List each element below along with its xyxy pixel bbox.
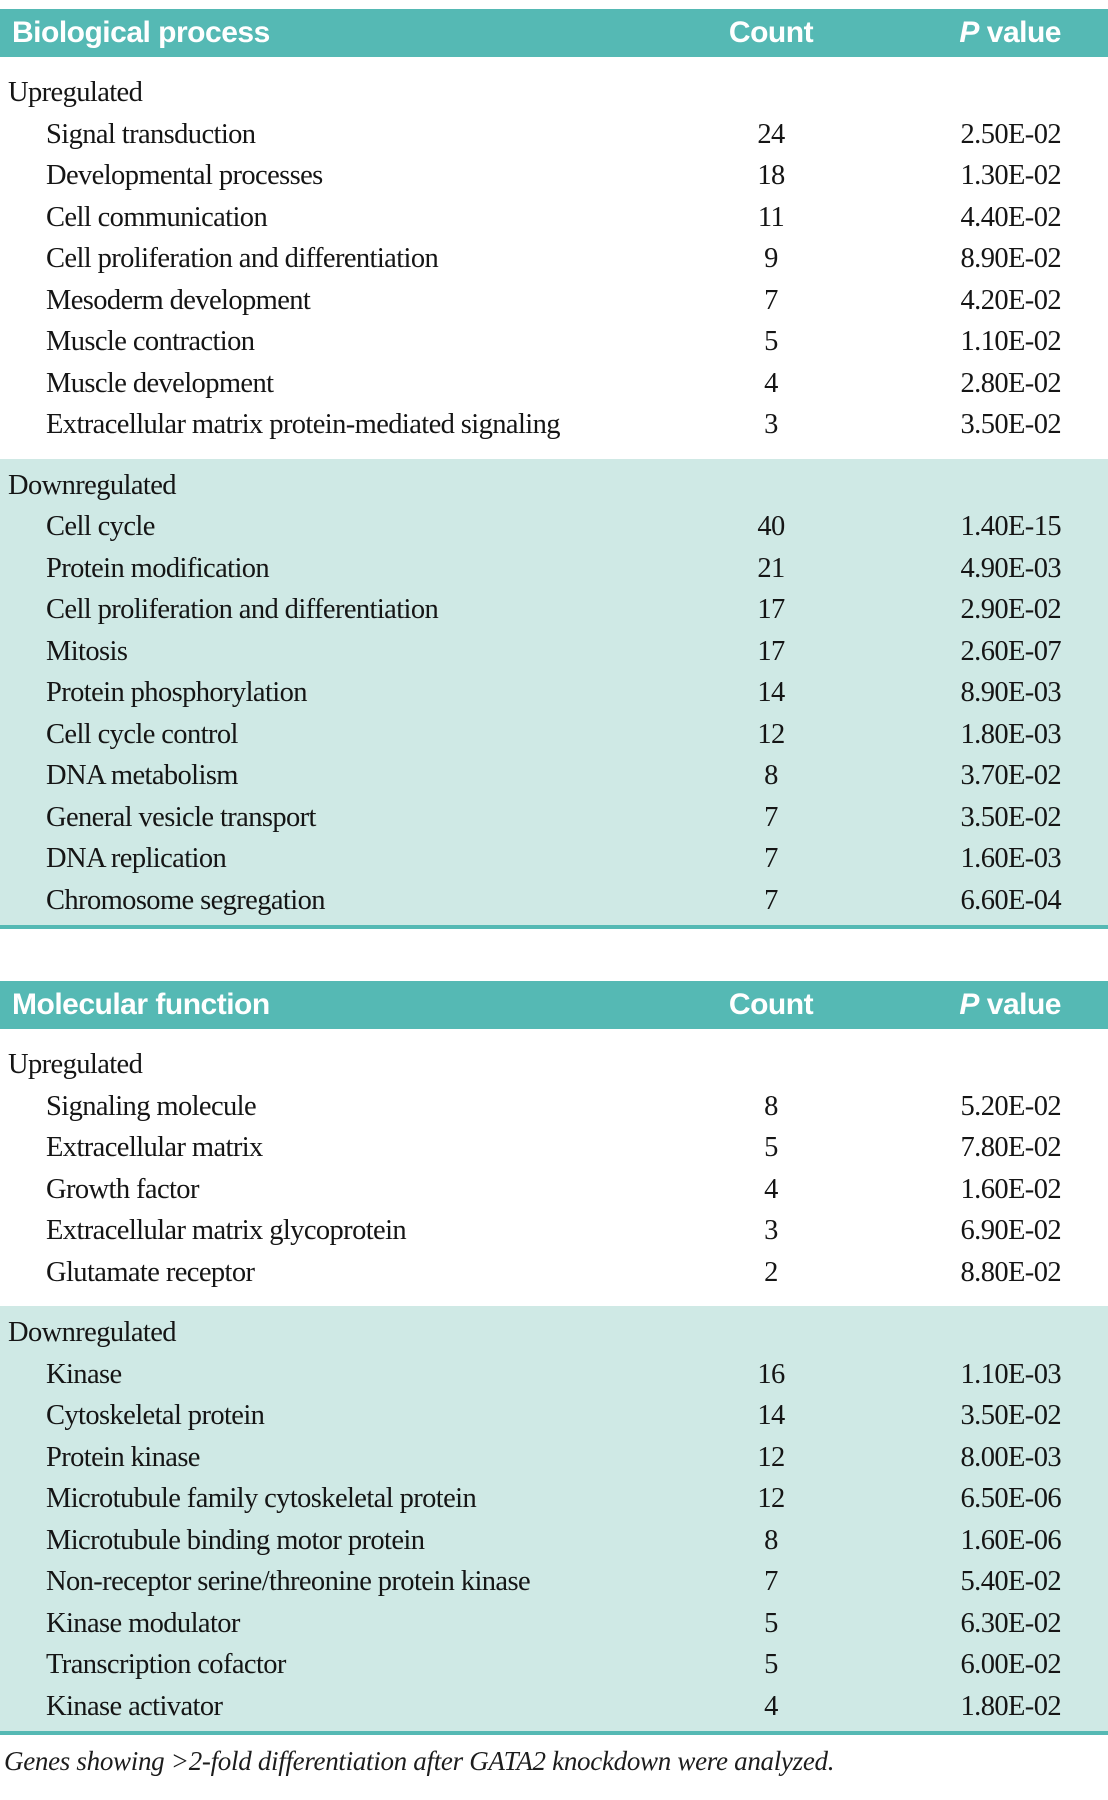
row-count: 14 <box>757 1400 785 1431</box>
row-pvalue <box>846 1044 1108 1086</box>
row-count: 7 <box>764 284 778 316</box>
row-count: 2 <box>764 1256 778 1288</box>
row-count: 7 <box>764 801 778 833</box>
row-count: 40 <box>757 511 785 542</box>
table-row <box>0 672 1108 714</box>
table-row <box>0 1603 1108 1645</box>
table-row <box>0 714 1108 756</box>
row-pvalue: 2.60E-07 <box>960 635 1061 667</box>
table-row <box>0 880 1108 922</box>
pvalue-p-italic: P <box>959 988 979 1021</box>
table-row <box>0 755 1108 797</box>
row-name: Microtubule binding motor protein <box>46 1524 425 1556</box>
column-header-pvalue <box>846 988 1108 1022</box>
table-row <box>0 797 1108 839</box>
column-header-pvalue <box>846 16 1108 50</box>
row-count: 7 <box>764 1566 778 1597</box>
row-name: DNA replication <box>46 843 227 874</box>
table-row <box>0 1169 1108 1211</box>
row-name: Cell cycle <box>46 511 155 542</box>
row-pvalue: 1.10E-02 <box>960 326 1061 357</box>
column-header-molecular-function: Molecular function <box>12 988 270 1021</box>
row-count: 16 <box>757 1358 785 1390</box>
table-row <box>0 1127 1108 1169</box>
table-row <box>0 1520 1108 1562</box>
row-pvalue: 1.10E-03 <box>960 1358 1061 1390</box>
row-count: 5 <box>764 1132 778 1163</box>
row-name: Upregulated <box>8 77 143 108</box>
row-count: 17 <box>757 635 785 667</box>
row-name: Kinase <box>46 1358 122 1390</box>
table-row <box>0 506 1108 548</box>
biological-process-table-header <box>0 9 1108 57</box>
table-row <box>0 404 1108 446</box>
section-label-row <box>0 1044 1108 1086</box>
row-pvalue: 3.50E-02 <box>960 409 1061 440</box>
table-row <box>0 548 1108 590</box>
table-row <box>0 321 1108 363</box>
row-name: Chromosome segregation <box>46 884 325 916</box>
row-pvalue: 7.80E-02 <box>960 1132 1061 1163</box>
row-name: Muscle development <box>46 367 274 399</box>
column-header-biological-process: Biological process <box>12 16 270 49</box>
row-name: Extracellular matrix <box>46 1132 263 1163</box>
molecular-function-table <box>0 981 1108 1735</box>
row-pvalue: 1.80E-02 <box>960 1690 1061 1722</box>
row-name: Transcription cofactor <box>46 1649 286 1680</box>
table-row <box>0 1644 1108 1686</box>
row-name: Protein phosphorylation <box>46 677 307 708</box>
row-count: 11 <box>757 201 785 233</box>
biological-process-sections <box>0 57 1108 925</box>
row-pvalue: 1.60E-02 <box>960 1173 1061 1205</box>
row-count: 12 <box>757 718 785 750</box>
row-pvalue <box>846 72 1108 114</box>
row-count: 17 <box>757 594 785 625</box>
row-pvalue: 4.40E-02 <box>960 201 1061 233</box>
row-pvalue <box>846 1312 1108 1354</box>
row-pvalue: 4.90E-03 <box>960 552 1061 584</box>
section-downregulated <box>0 459 1108 926</box>
row-name: Downregulated <box>8 1317 176 1348</box>
row-count: 8 <box>764 1090 778 1122</box>
row-pvalue: 2.80E-02 <box>960 367 1061 399</box>
table-row <box>0 1437 1108 1479</box>
section-label-row <box>0 465 1108 507</box>
row-pvalue: 1.80E-03 <box>960 718 1061 750</box>
row-name: Signal transduction <box>46 118 256 150</box>
row-count <box>696 1044 846 1086</box>
row-name: Cell proliferation and differentiation <box>46 243 439 274</box>
row-pvalue: 4.20E-02 <box>960 284 1061 316</box>
row-count: 5 <box>764 326 778 357</box>
row-count: 9 <box>764 243 778 274</box>
table-row <box>0 1561 1108 1603</box>
row-count <box>696 1312 846 1354</box>
row-count: 12 <box>757 1441 785 1473</box>
row-count: 4 <box>764 1690 778 1722</box>
row-count: 18 <box>757 160 785 191</box>
row-count: 4 <box>764 367 778 399</box>
table-row <box>0 1086 1108 1128</box>
row-pvalue: 3.50E-02 <box>960 1400 1061 1431</box>
table-row <box>0 1478 1108 1520</box>
row-pvalue: 5.20E-02 <box>960 1090 1061 1122</box>
row-name: Extracellular matrix protein-mediated signaling <box>46 409 560 440</box>
pvalue-rest: value <box>986 16 1061 49</box>
row-name: Kinase activator <box>46 1690 223 1722</box>
section-upregulated <box>0 1029 1108 1306</box>
row-pvalue: 8.80E-02 <box>960 1256 1061 1288</box>
row-name: DNA metabolism <box>46 760 238 791</box>
table-row <box>0 838 1108 880</box>
row-pvalue: 6.90E-02 <box>960 1215 1061 1246</box>
section-label-row <box>0 1312 1108 1354</box>
row-name: Protein kinase <box>46 1441 200 1473</box>
biological-process-table <box>0 9 1108 929</box>
column-header-count: Count <box>728 988 814 1021</box>
row-name: Mitosis <box>46 635 128 667</box>
row-count: 12 <box>757 1483 785 1514</box>
row-count: 5 <box>764 1607 778 1639</box>
row-count <box>696 465 846 507</box>
pvalue-p-italic: P <box>959 16 979 49</box>
column-header-count: Count <box>728 16 814 49</box>
row-count: 14 <box>757 677 785 708</box>
row-pvalue: 1.60E-03 <box>960 843 1061 874</box>
row-pvalue: 2.90E-02 <box>960 594 1061 625</box>
row-count: 7 <box>764 884 778 916</box>
row-name: Cell proliferation and differentiation <box>46 594 439 625</box>
row-pvalue: 6.50E-06 <box>960 1483 1061 1514</box>
row-name: Microtubule family cytoskeletal protein <box>46 1483 477 1514</box>
row-name: General vesicle transport <box>46 801 316 833</box>
pvalue-rest: value <box>986 988 1061 1021</box>
table-row <box>0 1395 1108 1437</box>
row-count <box>696 72 846 114</box>
molecular-function-sections <box>0 1029 1108 1731</box>
table-row <box>0 1210 1108 1252</box>
table-row <box>0 1252 1108 1294</box>
row-name: Muscle contraction <box>46 326 255 357</box>
row-name: Mesoderm development <box>46 284 311 316</box>
section-downregulated <box>0 1306 1108 1731</box>
row-count: 8 <box>764 760 778 791</box>
molecular-function-table-header <box>0 981 1108 1029</box>
row-name: Non-receptor serine/threonine protein kinase <box>46 1566 531 1597</box>
row-pvalue: 6.60E-04 <box>960 884 1061 916</box>
row-name: Cell cycle control <box>46 718 238 750</box>
row-pvalue <box>846 465 1108 507</box>
row-pvalue: 3.70E-02 <box>960 760 1061 791</box>
row-name: Glutamate receptor <box>46 1256 255 1288</box>
row-name: Cell communication <box>46 201 268 233</box>
table-row <box>0 363 1108 405</box>
row-pvalue: 5.40E-02 <box>960 1566 1061 1597</box>
row-pvalue: 2.50E-02 <box>960 118 1061 150</box>
row-name: Growth factor <box>46 1173 199 1205</box>
row-count: 24 <box>757 118 785 150</box>
table-gap <box>0 929 1108 981</box>
row-count: 5 <box>764 1649 778 1680</box>
row-name: Cytoskeletal protein <box>46 1400 265 1431</box>
section-upregulated <box>0 57 1108 459</box>
row-name: Upregulated <box>8 1049 143 1080</box>
row-count: 7 <box>764 843 778 874</box>
row-name: Signaling molecule <box>46 1090 257 1122</box>
row-pvalue: 8.90E-02 <box>960 243 1061 274</box>
row-name: Developmental processes <box>46 160 323 191</box>
row-count: 8 <box>764 1524 778 1556</box>
row-pvalue: 6.00E-02 <box>960 1649 1061 1680</box>
row-name: Protein modification <box>46 552 270 584</box>
row-pvalue: 8.00E-03 <box>960 1441 1061 1473</box>
table-row <box>0 155 1108 197</box>
table-row <box>0 631 1108 673</box>
table-row <box>0 238 1108 280</box>
table-row <box>0 114 1108 156</box>
row-name: Extracellular matrix glycoprotein <box>46 1215 407 1246</box>
row-pvalue: 6.30E-02 <box>960 1607 1061 1639</box>
table-row <box>0 1686 1108 1728</box>
row-pvalue: 1.60E-06 <box>960 1524 1061 1556</box>
section-label-row <box>0 72 1108 114</box>
table-row <box>0 197 1108 239</box>
table-row <box>0 1354 1108 1396</box>
row-pvalue: 1.40E-15 <box>960 511 1061 542</box>
row-count: 3 <box>764 409 778 440</box>
row-name: Kinase modulator <box>46 1607 240 1639</box>
row-name: Downregulated <box>8 469 176 501</box>
row-pvalue: 1.30E-02 <box>960 160 1061 191</box>
row-count: 3 <box>764 1215 778 1246</box>
row-count: 4 <box>764 1173 778 1205</box>
row-pvalue: 8.90E-03 <box>960 677 1061 708</box>
row-count: 21 <box>757 552 785 584</box>
table-row <box>0 589 1108 631</box>
footnote: Genes showing >2-fold differentiation after GATA2 knockdown were analyzed. <box>4 1746 835 1776</box>
table-row <box>0 280 1108 322</box>
row-pvalue: 3.50E-02 <box>960 801 1061 833</box>
